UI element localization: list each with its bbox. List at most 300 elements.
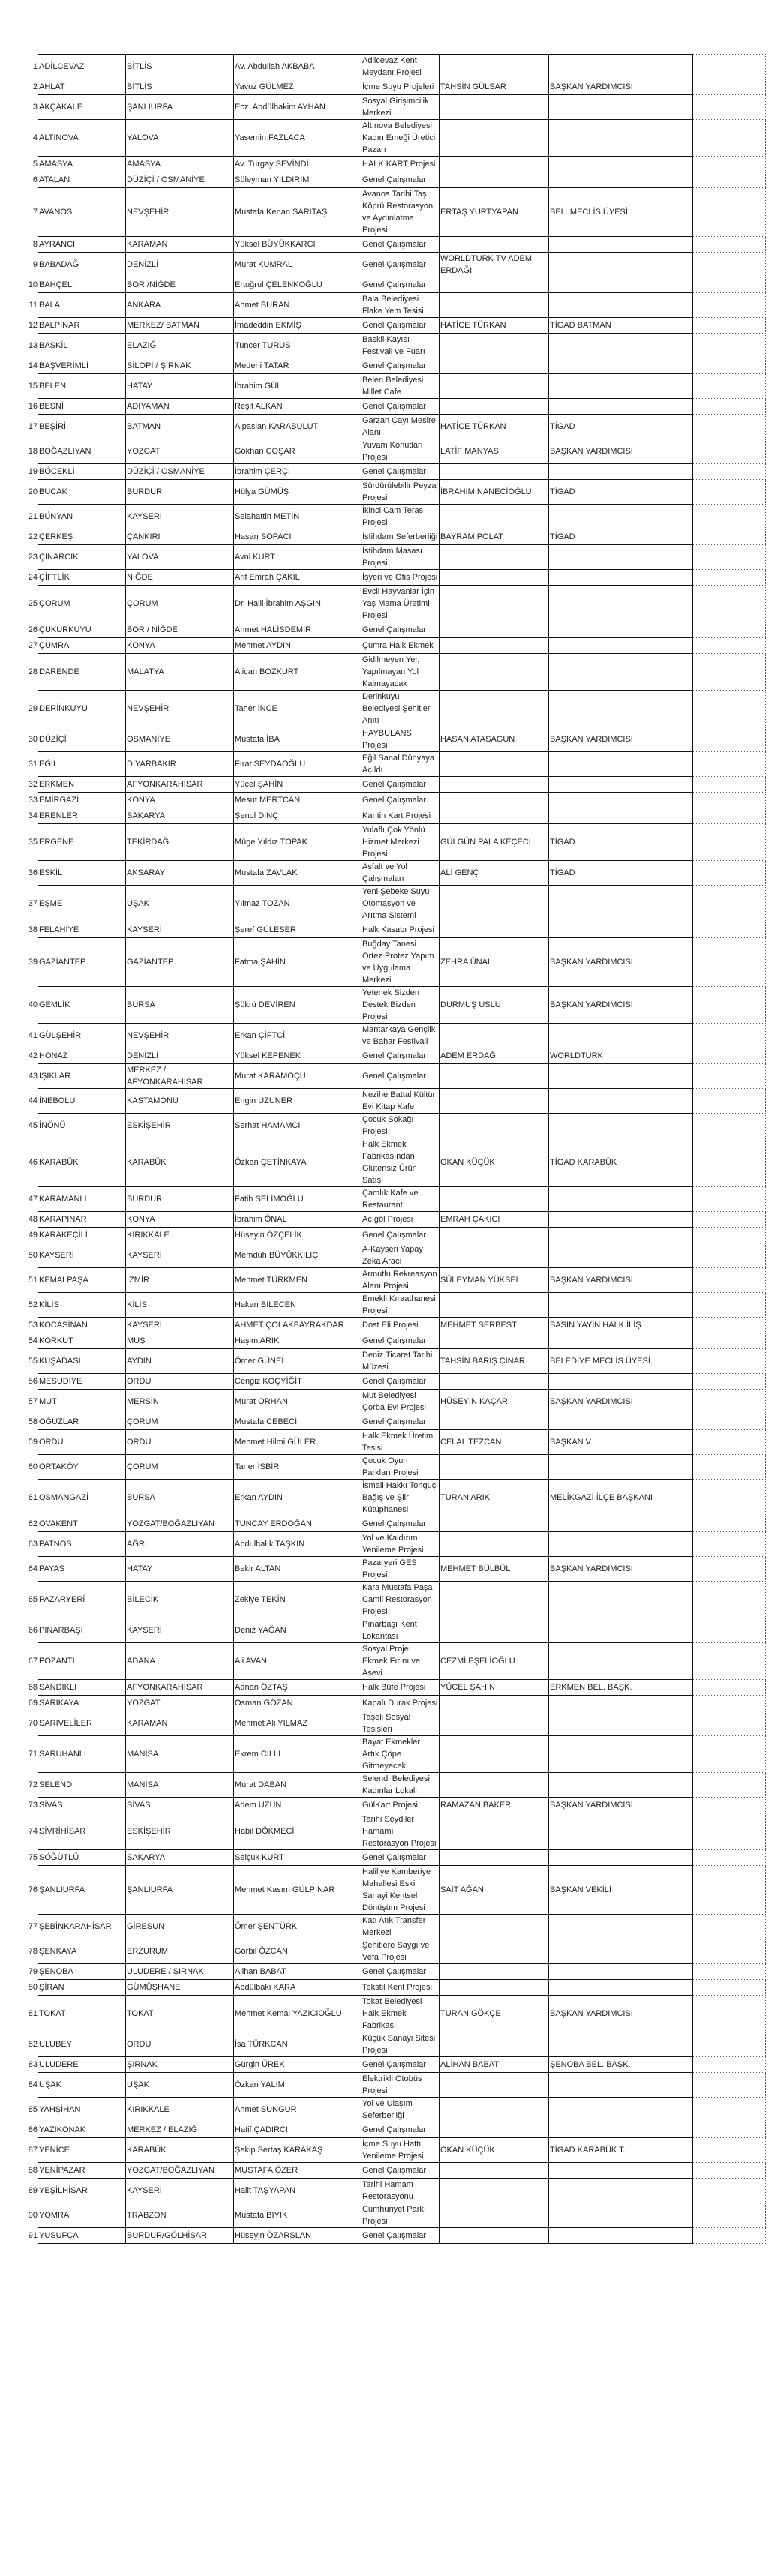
empty-dotted-cell[interactable] — [693, 120, 766, 157]
project-cell[interactable] — [362, 439, 440, 464]
province-cell[interactable] — [126, 793, 234, 808]
project-cell[interactable] — [362, 480, 440, 505]
contact-title-cell[interactable] — [549, 1773, 693, 1798]
contact-name-cell[interactable] — [440, 1582, 549, 1618]
empty-dotted-cell[interactable] — [693, 1212, 766, 1228]
town-cell[interactable] — [28, 1374, 126, 1390]
town-cell[interactable] — [28, 334, 126, 358]
contact-name-cell[interactable] — [440, 777, 549, 793]
contact-title-cell[interactable] — [549, 277, 693, 293]
town-cell[interactable] — [28, 727, 126, 752]
contact-title-cell[interactable] — [549, 120, 693, 157]
project-cell[interactable] — [362, 1187, 440, 1212]
province-cell[interactable] — [126, 2122, 234, 2138]
contact-title-cell[interactable] — [549, 2179, 693, 2203]
empty-dotted-cell[interactable] — [693, 752, 766, 777]
town-cell[interactable] — [28, 938, 126, 987]
town-cell[interactable] — [28, 374, 126, 399]
mayor-cell[interactable] — [234, 1915, 362, 1939]
contact-name-cell[interactable] — [440, 374, 549, 399]
contact-title-cell[interactable] — [549, 1374, 693, 1390]
empty-dotted-cell[interactable] — [693, 2203, 766, 2228]
empty-dotted-cell[interactable] — [693, 586, 766, 622]
empty-dotted-cell[interactable] — [693, 55, 766, 79]
town-cell[interactable] — [28, 1024, 126, 1048]
town-cell[interactable] — [28, 886, 126, 922]
province-cell[interactable] — [126, 95, 234, 120]
project-cell[interactable] — [362, 55, 440, 79]
project-cell[interactable] — [362, 2228, 440, 2244]
empty-dotted-cell[interactable] — [693, 358, 766, 374]
mayor-cell[interactable] — [234, 2203, 362, 2228]
province-cell[interactable] — [126, 464, 234, 480]
contact-name-cell[interactable] — [440, 938, 549, 987]
project-cell[interactable] — [362, 529, 440, 545]
contact-name-cell[interactable] — [440, 1643, 549, 1680]
mayor-cell[interactable] — [234, 1696, 362, 1711]
mayor-cell[interactable] — [234, 480, 362, 505]
mayor-cell[interactable] — [234, 1430, 362, 1455]
contact-name-cell[interactable] — [440, 1813, 549, 1850]
contact-title-cell[interactable] — [549, 1268, 693, 1293]
empty-dotted-cell[interactable] — [693, 172, 766, 188]
contact-title-cell[interactable] — [549, 2163, 693, 2179]
empty-dotted-cell[interactable] — [693, 293, 766, 318]
town-cell[interactable] — [32, 188, 126, 237]
project-cell[interactable] — [362, 1048, 440, 1064]
province-cell[interactable] — [126, 1268, 234, 1293]
empty-dotted-cell[interactable] — [693, 1333, 766, 1349]
contact-title-cell[interactable] — [549, 2203, 693, 2228]
town-cell[interactable] — [28, 1089, 126, 1114]
empty-dotted-cell[interactable] — [693, 1557, 766, 1582]
province-cell[interactable] — [126, 1024, 234, 1048]
province-cell[interactable] — [126, 1089, 234, 1114]
contact-name-cell[interactable] — [440, 1048, 549, 1064]
project-cell[interactable] — [362, 1643, 440, 1680]
contact-title-cell[interactable] — [549, 1915, 693, 1939]
contact-name-cell[interactable] — [440, 570, 549, 586]
empty-dotted-cell[interactable] — [693, 1187, 766, 1212]
town-cell[interactable] — [28, 1557, 126, 1582]
province-cell[interactable] — [126, 691, 234, 727]
contact-title-cell[interactable] — [549, 1349, 693, 1374]
mayor-cell[interactable] — [234, 824, 362, 861]
contact-name-cell[interactable] — [440, 1557, 549, 1582]
contact-title-cell[interactable] — [549, 1711, 693, 1736]
town-cell[interactable] — [32, 172, 126, 188]
project-cell[interactable] — [362, 1532, 440, 1557]
contact-name-cell[interactable] — [440, 529, 549, 545]
mayor-cell[interactable] — [234, 1333, 362, 1349]
contact-title-cell[interactable] — [549, 1964, 693, 1980]
contact-name-cell[interactable] — [440, 415, 549, 439]
province-cell[interactable] — [126, 2098, 234, 2122]
contact-title-cell[interactable] — [549, 1866, 693, 1915]
contact-name-cell[interactable] — [440, 1430, 549, 1455]
province-cell[interactable] — [126, 2138, 234, 2163]
mayor-cell[interactable] — [234, 120, 362, 157]
contact-name-cell[interactable] — [440, 1138, 549, 1187]
town-cell[interactable] — [28, 824, 126, 861]
contact-name-cell[interactable] — [440, 188, 549, 237]
town-cell[interactable] — [32, 79, 126, 95]
town-cell[interactable] — [28, 1964, 126, 1980]
empty-dotted-cell[interactable] — [693, 1430, 766, 1455]
empty-dotted-cell[interactable] — [693, 1532, 766, 1557]
empty-dotted-cell[interactable] — [693, 1138, 766, 1187]
empty-dotted-cell[interactable] — [693, 987, 766, 1024]
contact-title-cell[interactable] — [549, 861, 693, 886]
province-cell[interactable] — [126, 1455, 234, 1480]
empty-dotted-cell[interactable] — [693, 1374, 766, 1390]
province-cell[interactable] — [126, 861, 234, 886]
contact-name-cell[interactable] — [440, 808, 549, 824]
contact-name-cell[interactable] — [440, 1333, 549, 1349]
empty-dotted-cell[interactable] — [693, 2179, 766, 2203]
contact-title-cell[interactable] — [549, 1996, 693, 2032]
project-cell[interactable] — [362, 237, 440, 253]
mayor-cell[interactable] — [234, 2228, 362, 2244]
project-cell[interactable] — [362, 1680, 440, 1696]
province-cell[interactable] — [126, 654, 234, 691]
mayor-cell[interactable] — [234, 1138, 362, 1187]
empty-dotted-cell[interactable] — [693, 415, 766, 439]
mayor-cell[interactable] — [234, 1390, 362, 1414]
mayor-cell[interactable] — [234, 1773, 362, 1798]
contact-title-cell[interactable] — [549, 570, 693, 586]
province-cell[interactable] — [126, 1696, 234, 1711]
contact-title-cell[interactable] — [549, 1414, 693, 1430]
mayor-cell[interactable] — [234, 1736, 362, 1773]
province-cell[interactable] — [126, 586, 234, 622]
mayor-cell[interactable] — [234, 1187, 362, 1212]
mayor-cell[interactable] — [234, 464, 362, 480]
contact-title-cell[interactable] — [549, 638, 693, 654]
contact-title-cell[interactable] — [549, 1212, 693, 1228]
contact-title-cell[interactable] — [549, 1618, 693, 1643]
town-cell[interactable] — [28, 861, 126, 886]
project-cell[interactable] — [362, 1480, 440, 1516]
town-cell[interactable] — [28, 1773, 126, 1798]
mayor-cell[interactable] — [234, 654, 362, 691]
province-cell[interactable] — [126, 1516, 234, 1532]
empty-dotted-cell[interactable] — [693, 861, 766, 886]
project-cell[interactable] — [362, 157, 440, 172]
town-cell[interactable] — [28, 1798, 126, 1813]
province-cell[interactable] — [126, 1711, 234, 1736]
contact-name-cell[interactable] — [440, 1773, 549, 1798]
project-cell[interactable] — [362, 1798, 440, 1813]
town-cell[interactable] — [28, 2073, 126, 2098]
town-cell[interactable] — [28, 1318, 126, 1333]
contact-name-cell[interactable] — [440, 1939, 549, 1964]
contact-title-cell[interactable] — [549, 793, 693, 808]
contact-name-cell[interactable] — [440, 2032, 549, 2057]
mayor-cell[interactable] — [234, 1813, 362, 1850]
contact-name-cell[interactable] — [440, 2098, 549, 2122]
province-cell[interactable] — [126, 938, 234, 987]
project-cell[interactable] — [362, 727, 440, 752]
empty-dotted-cell[interactable] — [693, 374, 766, 399]
town-cell[interactable] — [32, 55, 126, 79]
empty-dotted-cell[interactable] — [693, 1696, 766, 1711]
town-cell[interactable] — [28, 1516, 126, 1532]
empty-dotted-cell[interactable] — [693, 638, 766, 654]
town-cell[interactable] — [28, 1850, 126, 1866]
province-cell[interactable] — [126, 1557, 234, 1582]
mayor-cell[interactable] — [234, 415, 362, 439]
mayor-cell[interactable] — [234, 1228, 362, 1243]
empty-dotted-cell[interactable] — [693, 691, 766, 727]
town-cell[interactable] — [28, 1915, 126, 1939]
contact-name-cell[interactable] — [440, 2057, 549, 2073]
contact-title-cell[interactable] — [549, 1089, 693, 1114]
province-cell[interactable] — [126, 1680, 234, 1696]
town-cell[interactable] — [28, 415, 126, 439]
province-cell[interactable] — [126, 2203, 234, 2228]
town-cell[interactable] — [28, 1187, 126, 1212]
mayor-cell[interactable] — [234, 1798, 362, 1813]
mayor-cell[interactable] — [234, 1480, 362, 1516]
empty-dotted-cell[interactable] — [693, 1243, 766, 1268]
town-cell[interactable] — [28, 1866, 126, 1915]
project-cell[interactable] — [362, 922, 440, 938]
project-cell[interactable] — [362, 622, 440, 638]
mayor-cell[interactable] — [234, 861, 362, 886]
town-cell[interactable] — [28, 570, 126, 586]
province-cell[interactable] — [126, 439, 234, 464]
project-cell[interactable] — [362, 1390, 440, 1414]
empty-dotted-cell[interactable] — [693, 1349, 766, 1374]
empty-dotted-cell[interactable] — [693, 1114, 766, 1138]
contact-name-cell[interactable] — [440, 439, 549, 464]
mayor-cell[interactable] — [234, 293, 362, 318]
mayor-cell[interactable] — [234, 1964, 362, 1980]
project-cell[interactable] — [362, 1964, 440, 1980]
contact-title-cell[interactable] — [549, 808, 693, 824]
project-cell[interactable] — [362, 886, 440, 922]
province-cell[interactable] — [126, 1980, 234, 1996]
contact-name-cell[interactable] — [440, 120, 549, 157]
province-cell[interactable] — [126, 1643, 234, 1680]
empty-dotted-cell[interactable] — [693, 79, 766, 95]
contact-name-cell[interactable] — [440, 1964, 549, 1980]
project-cell[interactable] — [362, 638, 440, 654]
province-cell[interactable] — [126, 253, 234, 277]
mayor-cell[interactable] — [234, 529, 362, 545]
project-cell[interactable] — [362, 399, 440, 415]
contact-title-cell[interactable] — [549, 1138, 693, 1187]
empty-dotted-cell[interactable] — [693, 2122, 766, 2138]
mayor-cell[interactable] — [234, 1212, 362, 1228]
project-cell[interactable] — [362, 1516, 440, 1532]
contact-name-cell[interactable] — [440, 638, 549, 654]
province-cell[interactable] — [126, 1915, 234, 1939]
contact-title-cell[interactable] — [549, 1390, 693, 1414]
contact-title-cell[interactable] — [549, 1228, 693, 1243]
project-cell[interactable] — [362, 318, 440, 334]
town-cell[interactable] — [28, 2138, 126, 2163]
empty-dotted-cell[interactable] — [693, 253, 766, 277]
contact-title-cell[interactable] — [549, 1939, 693, 1964]
mayor-cell[interactable] — [234, 938, 362, 987]
empty-dotted-cell[interactable] — [693, 1996, 766, 2032]
contact-name-cell[interactable] — [440, 1187, 549, 1212]
mayor-cell[interactable] — [234, 334, 362, 358]
empty-dotted-cell[interactable] — [693, 1680, 766, 1696]
province-cell[interactable] — [126, 334, 234, 358]
province-cell[interactable] — [126, 638, 234, 654]
mayor-cell[interactable] — [234, 1455, 362, 1480]
contact-name-cell[interactable] — [440, 1114, 549, 1138]
contact-name-cell[interactable] — [440, 2228, 549, 2244]
town-cell[interactable] — [28, 2098, 126, 2122]
town-cell[interactable] — [28, 399, 126, 415]
contact-title-cell[interactable] — [549, 1850, 693, 1866]
project-cell[interactable] — [362, 1374, 440, 1390]
contact-name-cell[interactable] — [440, 1318, 549, 1333]
project-cell[interactable] — [362, 2057, 440, 2073]
mayor-cell[interactable] — [234, 2179, 362, 2203]
mayor-cell[interactable] — [234, 570, 362, 586]
project-cell[interactable] — [362, 1736, 440, 1773]
town-cell[interactable] — [28, 1711, 126, 1736]
contact-title-cell[interactable] — [549, 586, 693, 622]
town-cell[interactable] — [28, 586, 126, 622]
town-cell[interactable] — [28, 277, 126, 293]
province-cell[interactable] — [126, 1114, 234, 1138]
contact-name-cell[interactable] — [440, 1268, 549, 1293]
contact-title-cell[interactable] — [549, 55, 693, 79]
contact-title-cell[interactable] — [549, 1024, 693, 1048]
province-cell[interactable] — [126, 1736, 234, 1773]
contact-name-cell[interactable] — [440, 237, 549, 253]
province-cell[interactable] — [126, 1064, 234, 1089]
contact-name-cell[interactable] — [440, 253, 549, 277]
empty-dotted-cell[interactable] — [693, 1798, 766, 1813]
project-cell[interactable] — [362, 1939, 440, 1964]
contact-name-cell[interactable] — [440, 586, 549, 622]
contact-name-cell[interactable] — [440, 1980, 549, 1996]
contact-name-cell[interactable] — [440, 1996, 549, 2032]
contact-name-cell[interactable] — [440, 1711, 549, 1736]
contact-title-cell[interactable] — [549, 2228, 693, 2244]
contact-name-cell[interactable] — [440, 545, 549, 570]
mayor-cell[interactable] — [234, 55, 362, 79]
town-cell[interactable] — [28, 987, 126, 1024]
project-cell[interactable] — [362, 1915, 440, 1939]
mayor-cell[interactable] — [234, 1711, 362, 1736]
town-cell[interactable] — [32, 95, 126, 120]
contact-name-cell[interactable] — [440, 987, 549, 1024]
empty-dotted-cell[interactable] — [693, 480, 766, 505]
contact-title-cell[interactable] — [549, 1582, 693, 1618]
town-cell[interactable] — [28, 1228, 126, 1243]
mayor-cell[interactable] — [234, 253, 362, 277]
contact-name-cell[interactable] — [440, 1212, 549, 1228]
contact-title-cell[interactable] — [549, 1114, 693, 1138]
project-cell[interactable] — [362, 777, 440, 793]
contact-title-cell[interactable] — [549, 987, 693, 1024]
project-cell[interactable] — [362, 2032, 440, 2057]
project-cell[interactable] — [362, 464, 440, 480]
contact-name-cell[interactable] — [440, 752, 549, 777]
project-cell[interactable] — [362, 793, 440, 808]
mayor-cell[interactable] — [234, 1114, 362, 1138]
project-cell[interactable] — [362, 1318, 440, 1333]
project-cell[interactable] — [362, 1696, 440, 1711]
project-cell[interactable] — [362, 277, 440, 293]
mayor-cell[interactable] — [234, 1680, 362, 1696]
town-cell[interactable] — [28, 2179, 126, 2203]
town-cell[interactable] — [28, 1996, 126, 2032]
project-cell[interactable] — [362, 808, 440, 824]
contact-title-cell[interactable] — [549, 2073, 693, 2098]
contact-title-cell[interactable] — [549, 1293, 693, 1318]
town-cell[interactable] — [28, 1064, 126, 1089]
empty-dotted-cell[interactable] — [693, 1582, 766, 1618]
province-cell[interactable] — [126, 727, 234, 752]
mayor-cell[interactable] — [234, 2057, 362, 2073]
town-cell[interactable] — [28, 293, 126, 318]
town-cell[interactable] — [28, 545, 126, 570]
province-cell[interactable] — [126, 1480, 234, 1516]
contact-name-cell[interactable] — [440, 2138, 549, 2163]
project-cell[interactable] — [362, 586, 440, 622]
mayor-cell[interactable] — [234, 987, 362, 1024]
contact-title-cell[interactable] — [549, 1736, 693, 1773]
contact-name-cell[interactable] — [440, 1866, 549, 1915]
project-cell[interactable] — [362, 1243, 440, 1268]
contact-name-cell[interactable] — [440, 318, 549, 334]
province-cell[interactable] — [126, 399, 234, 415]
empty-dotted-cell[interactable] — [693, 1024, 766, 1048]
mayor-cell[interactable] — [234, 1996, 362, 2032]
empty-dotted-cell[interactable] — [693, 886, 766, 922]
province-cell[interactable] — [126, 1318, 234, 1333]
contact-title-cell[interactable] — [549, 439, 693, 464]
contact-title-cell[interactable] — [549, 415, 693, 439]
empty-dotted-cell[interactable] — [693, 1618, 766, 1643]
province-cell[interactable] — [126, 1333, 234, 1349]
contact-name-cell[interactable] — [440, 505, 549, 529]
project-cell[interactable] — [362, 1064, 440, 1089]
contact-name-cell[interactable] — [440, 1089, 549, 1114]
empty-dotted-cell[interactable] — [693, 1866, 766, 1915]
town-cell[interactable] — [32, 253, 126, 277]
contact-name-cell[interactable] — [440, 886, 549, 922]
project-cell[interactable] — [362, 1618, 440, 1643]
mayor-cell[interactable] — [234, 622, 362, 638]
province-cell[interactable] — [126, 1996, 234, 2032]
contact-title-cell[interactable] — [549, 1798, 693, 1813]
mayor-cell[interactable] — [234, 1850, 362, 1866]
mayor-cell[interactable] — [234, 638, 362, 654]
contact-name-cell[interactable] — [440, 824, 549, 861]
contact-name-cell[interactable] — [440, 1228, 549, 1243]
project-cell[interactable] — [362, 1228, 440, 1243]
empty-dotted-cell[interactable] — [693, 95, 766, 120]
empty-dotted-cell[interactable] — [693, 1813, 766, 1850]
project-cell[interactable] — [362, 1996, 440, 2032]
mayor-cell[interactable] — [234, 1349, 362, 1374]
project-cell[interactable] — [362, 1430, 440, 1455]
empty-dotted-cell[interactable] — [693, 1964, 766, 1980]
mayor-cell[interactable] — [234, 752, 362, 777]
province-cell[interactable] — [126, 1293, 234, 1318]
mayor-cell[interactable] — [234, 358, 362, 374]
